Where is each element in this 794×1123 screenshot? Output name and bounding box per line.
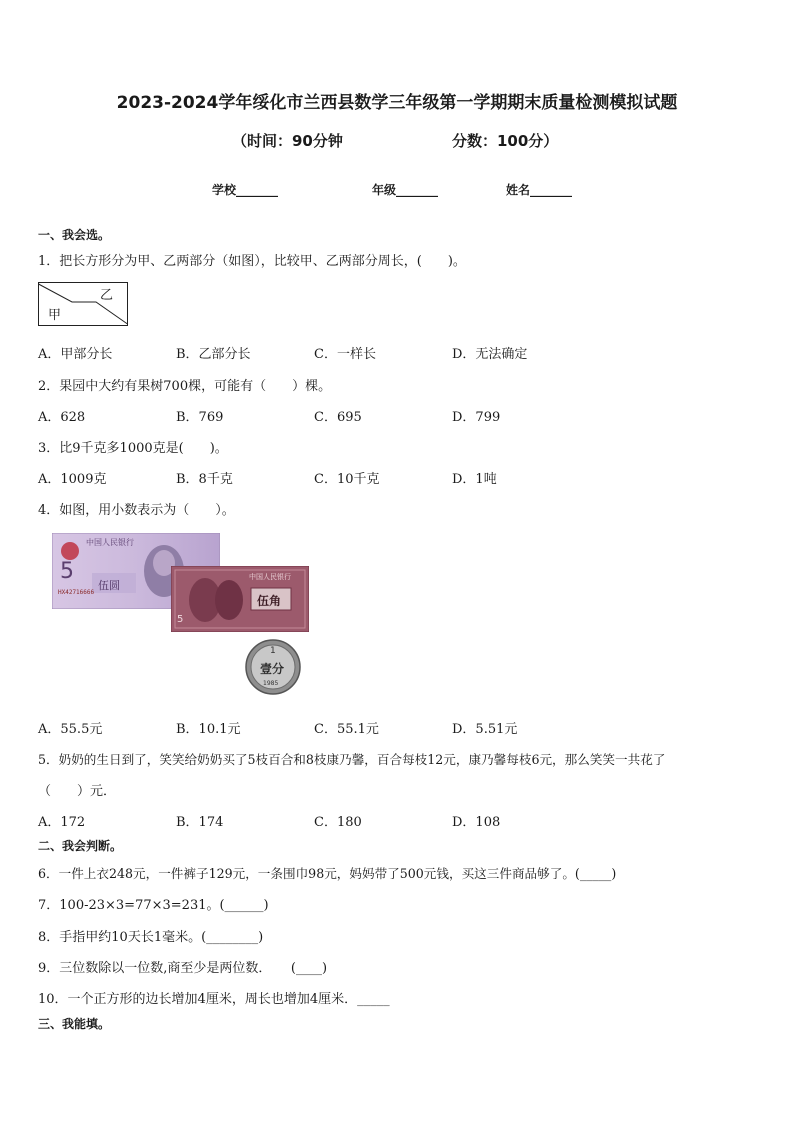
portrait-right-icon <box>215 580 243 620</box>
note5-words: 伍圆 <box>98 579 120 592</box>
q1-option-c: C．一样长 <box>314 347 376 362</box>
note5-bank-name: 中国人民银行 <box>86 538 134 547</box>
q4-option-d: D．5.51元 <box>452 722 518 737</box>
exam-score: 分数：100分） <box>452 132 559 150</box>
jiao-bank-name: 中国人民银行 <box>249 573 291 581</box>
q2-option-d: D．799 <box>452 410 501 425</box>
emblem-icon <box>61 542 79 560</box>
section-heading-1: 一、我会选。 <box>38 228 111 242</box>
question-9: 9．三位数除以一位数,商至少是两位数． (____) <box>38 961 328 976</box>
name-field: 姓名_______ <box>506 183 573 197</box>
q4-option-a: A．55.5元 <box>38 722 103 737</box>
fig-label-jia: 甲 <box>48 308 62 323</box>
section-heading-2: 二、我会判断。 <box>38 839 123 853</box>
question-5-stem-cont: （ ）元． <box>38 784 117 799</box>
q3-option-d: D．1吨 <box>452 472 497 487</box>
question-2-stem: 2．果园中大约有果树700棵，可能有（ ）棵。 <box>38 379 332 394</box>
q5-option-b: B．174 <box>176 815 224 830</box>
jiao-value: 伍角 <box>257 594 282 608</box>
question-8: 8．手指甲约10天长1毫米。(________) <box>38 930 264 945</box>
question-4-stem: 4．如图，用小数表示为（ ）。 <box>38 503 235 518</box>
q3-option-a: A．1009克 <box>38 472 107 487</box>
school-field: 学校_______ <box>212 183 279 197</box>
one-fen-coin <box>245 638 301 696</box>
exam-time: （时间：90分钟 <box>232 132 343 150</box>
coin-num: 1 <box>270 646 276 656</box>
question-10: 10．一个正方形的边长增加4厘米，周长也增加4厘米．_____ <box>38 992 390 1007</box>
q1-option-d: D．无法确定 <box>452 347 528 362</box>
question-5-stem: 5．奶奶的生日到了，笑笑给奶奶买了5枝百合和8枝康乃馨，百合每枝12元，康乃馨每枝6元，那么笑笑一共花了 <box>38 752 666 767</box>
question-7: 7．100-23×3=77×3=231。(______) <box>38 898 269 913</box>
fig-label-yi: 乙 <box>100 288 114 303</box>
q5-option-d: D．108 <box>452 815 501 830</box>
jiao-num: 5 <box>177 614 184 625</box>
note5-serial: HX42716666 <box>58 589 95 596</box>
note5-value: 5 <box>60 559 74 584</box>
section-heading-3: 三、我能填。 <box>38 1017 111 1031</box>
q4-option-b: B．10.1元 <box>176 722 241 737</box>
grade-field: 年级_______ <box>372 183 439 197</box>
q2-option-c: C．695 <box>314 410 362 425</box>
q1-option-b: B．乙部分长 <box>176 347 251 362</box>
coin-year: 1985 <box>263 680 279 687</box>
q1-option-a: A．甲部分长 <box>38 347 113 362</box>
question-1-stem: 1．把长方形分为甲、乙两部分（如图），比较甲、乙两部分周长，( )。 <box>38 254 466 269</box>
q3-option-c: C．10千克 <box>314 472 380 487</box>
q5-option-c: C．180 <box>314 815 362 830</box>
q3-option-b: B．8千克 <box>176 472 233 487</box>
question-6: 6．一件上衣248元，一件裤子129元，一条围巾98元，妈妈带了500元钱，买这三件商品够了。(_____) <box>38 866 617 881</box>
page-title: 2023-2024学年绥化市兰西县数学三年级第一学期期末质量检测模拟试题 <box>116 93 678 113</box>
rectangle-split-figure <box>38 282 128 326</box>
q4-option-c: C．55.1元 <box>314 722 379 737</box>
five-jiao-banknote <box>171 566 309 632</box>
q5-option-a: A．172 <box>38 815 86 830</box>
q2-option-b: B．769 <box>176 410 224 425</box>
coin-value: 壹分 <box>260 662 285 676</box>
q2-option-a: A．628 <box>38 410 86 425</box>
question-3-stem: 3．比9千克多1000克是( )。 <box>38 441 228 456</box>
